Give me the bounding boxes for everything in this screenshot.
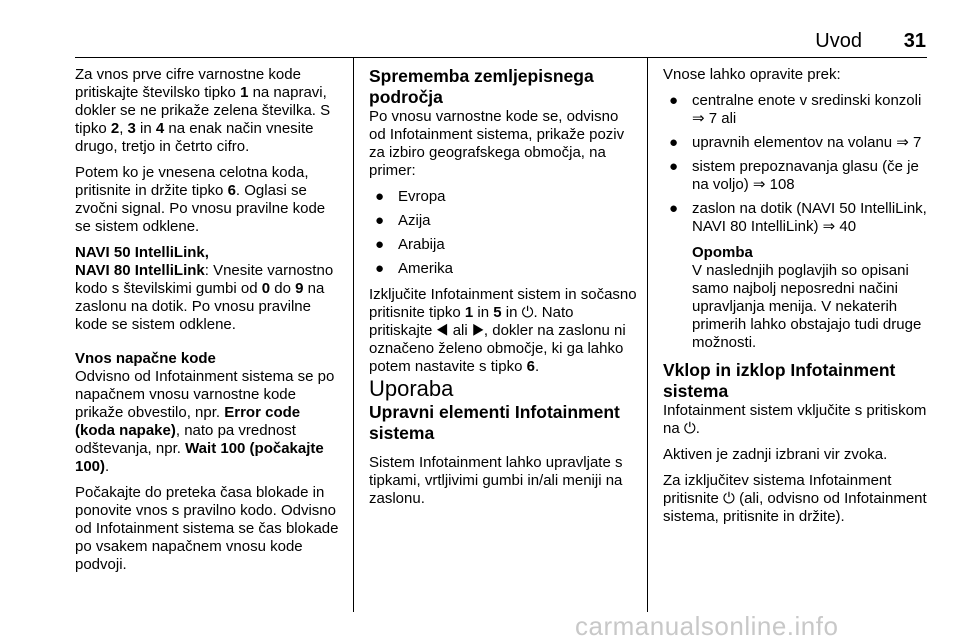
heading-region-change: Sprememba zemljepisnega področja [369, 66, 594, 107]
text: Izključite Infotainment sistem in sočasno pritisnite tipko [369, 286, 637, 321]
bullet-icon: ● [375, 212, 385, 229]
header-divider [75, 57, 927, 58]
paragraph-region-select [369, 286, 637, 376]
bullet-icon: ● [375, 188, 385, 205]
text: . [695, 420, 700, 437]
text: na zaslonu na dotik. Po vnosu pravilne kode se sistem odklene. [75, 280, 325, 333]
text: do [270, 280, 296, 297]
page-number: 31 [903, 30, 926, 52]
key-label: 9 [295, 280, 304, 297]
paragraph-switch-on [663, 402, 927, 438]
power-icon: ⏻ [683, 420, 696, 437]
list-item [663, 158, 927, 194]
list-item [663, 92, 927, 128]
text: na enak način vnesite drugo, tretjo in četrto cifro. [75, 120, 314, 155]
list-item-text: zaslon na dotik (NAVI 50 IntelliLink, NAVI 80 IntelliLink) ⇒ 40 [692, 200, 927, 235]
input-methods-list [663, 92, 927, 236]
text: . Nato pritiskajte [369, 304, 574, 339]
text: (ali, odvisno od Infotainment sistema, pritisnite in držite). [663, 490, 927, 525]
subheading-wrong-code: Vnos napačne kode [75, 350, 216, 367]
section-title: Uvod [815, 30, 862, 52]
key-label: 1 [240, 84, 249, 101]
paragraph-input-methods: Vnose lahko opravite prek: [663, 66, 841, 83]
list-item [663, 200, 927, 236]
column-2 [369, 66, 637, 508]
list-item-text: Arabija [398, 236, 445, 253]
list-item [663, 134, 927, 152]
arrow-left-icon: ◀ [436, 322, 449, 339]
bullet-icon: ● [375, 236, 385, 253]
region-list [369, 188, 637, 278]
text: . [105, 458, 110, 475]
column-divider-2 [647, 58, 648, 612]
list-item [369, 260, 637, 278]
heading-usage: Uporaba [369, 376, 454, 401]
note-title: Opomba [692, 244, 753, 261]
text: na napravi, dokler se ne prikaže zelena številka. S tipko [75, 84, 331, 137]
power-icon: ⏻ [723, 490, 735, 507]
list-item [369, 236, 637, 254]
power-icon: ⏻ [521, 304, 534, 321]
text: . Oglasi se zvočni signal. Po vnosu pravilne kode se sistem odklene. [75, 182, 326, 235]
text: . [534, 358, 540, 375]
message-label: Error code (koda napake) [75, 404, 301, 439]
paragraph-navi-code [75, 244, 343, 334]
paragraph-last-source: Aktiven je zadnji izbrani vir zvoka. [663, 446, 888, 463]
list-item-text: sistem prepoznavanja glasu (če je na voljo) ⇒ 108 [692, 158, 919, 193]
watermark: carmanualsonline.info [575, 611, 839, 641]
note-text: V naslednjih poglavjih so opisani samo najbolj neposredni načini upravljanja menija. V nekaterih primerih lahko obstajajo tudi druge možnosti. [692, 262, 922, 351]
column-1 [75, 66, 343, 574]
bullet-icon: ● [669, 134, 679, 151]
bullet-icon: ● [669, 158, 679, 175]
key-label: 6 [526, 358, 535, 375]
list-item-text: Azija [398, 212, 431, 229]
text: , nato pa vrednost odštevanja, npr. [75, 422, 296, 457]
note-box [663, 244, 927, 352]
paragraph-switch-off [663, 472, 927, 526]
heading-on-off: Vklop in izklop Infotainment sistema [663, 360, 896, 401]
list-item-text: upravnih elementov na volanu ⇒ 7 [692, 134, 922, 151]
text: in [135, 120, 156, 137]
text: in [501, 304, 522, 321]
text: , dokler na zaslonu ni označeno želeno območje, ki ga lahko potem nastavite s tipko [369, 322, 626, 375]
paragraph-region-prompt: Po vnosu varnostne kode se, odvisno od Infotainment sistema, prikaže poziv za izbiro geografskega območja, na primer: [369, 108, 625, 179]
key-label: 3 [127, 120, 136, 137]
key-label: 1 [464, 304, 474, 321]
model-label: NAVI 50 IntelliLink, [75, 244, 209, 261]
message-label: Wait 100 (počakajte 100) [75, 440, 324, 475]
key-label: 2 [110, 120, 120, 137]
model-label: NAVI 80 IntelliLink [75, 262, 205, 279]
paragraph-lock-time: Počakajte do preteka časa blokade in ponovite vnos s pravilno kodo. Odvisno od Infotainment sistema se čas blokade po vsakem napačnem vnosu kode podvoji. [75, 484, 339, 573]
heading-controls: Upravni elementi Infotainment sistema [369, 402, 620, 443]
key-label: 4 [155, 120, 165, 137]
column-divider-1 [353, 58, 354, 612]
paragraph-controls: Sistem Infotainment lahko upravljate s tipkami, vrtljivimi gumbi in/ali meniji na zaslonu. [369, 454, 623, 507]
column-3 [663, 66, 927, 526]
arrow-right-icon: ▶ [471, 322, 484, 339]
text: , [119, 120, 128, 137]
bullet-icon: ● [669, 92, 679, 109]
text: Za vnos prve cifre varnostne kode pritiskajte številsko tipko [75, 66, 301, 101]
text: Infotainment sistem vključite s pritiskom na [663, 402, 927, 437]
paragraph-code-entry [75, 66, 343, 156]
paragraph-wrong-code [75, 368, 343, 476]
paragraph-code-confirm [75, 164, 343, 236]
text: ali [448, 322, 472, 339]
list-item [369, 212, 637, 230]
key-label: 5 [493, 304, 502, 321]
bullet-icon: ● [375, 260, 385, 277]
bullet-icon: ● [669, 200, 679, 217]
text: Za izključitev sistema Infotainment pritisnite [663, 472, 892, 507]
list-item [369, 188, 637, 206]
text: Potem ko je vnesena celotna koda, pritisnite in držite tipko [75, 164, 309, 199]
key-label: 0 [261, 280, 271, 297]
text: in [473, 304, 494, 321]
text: : Vnesite varnostno kodo s številskimi gumbi od [75, 262, 334, 297]
text: Odvisno od Infotainment sistema se po napačnem vnosu varnostne kode prikaže obvestilo, npr. [75, 368, 335, 421]
list-item-text: centralne enote v sredinski konzoli ⇒ 7 ali [692, 92, 922, 127]
list-item-text: Evropa [398, 188, 446, 205]
list-item-text: Amerika [398, 260, 454, 277]
key-label: 6 [227, 182, 236, 199]
